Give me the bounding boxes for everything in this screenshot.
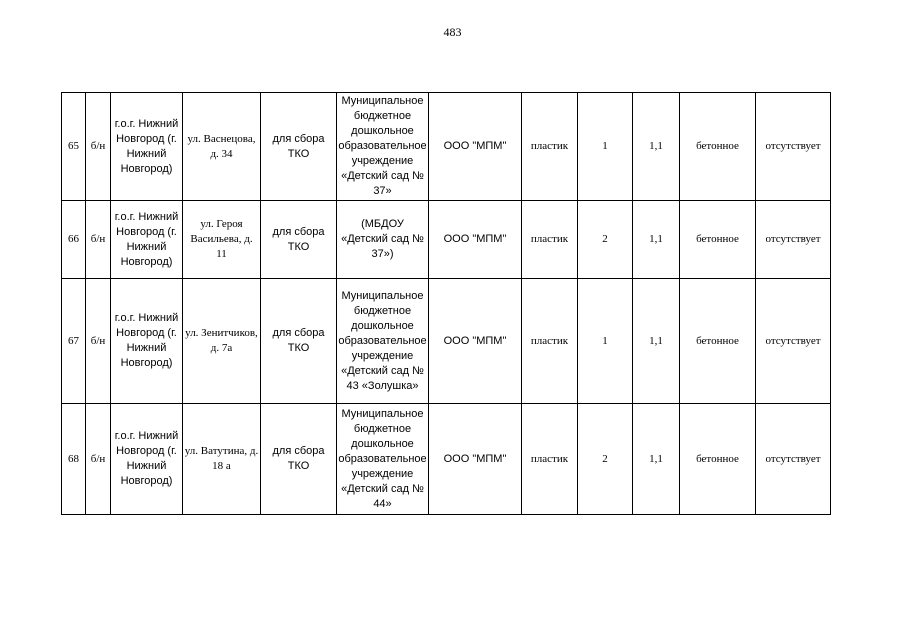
cell-count: 2: [578, 201, 633, 279]
cell-municipality: г.о.г. Нижний Новгород (г. Нижний Новгород): [111, 279, 183, 404]
cell-address: ул. Ватутина, д. 18 а: [183, 404, 261, 515]
cell-house: б/н: [86, 279, 111, 404]
cell-fence: отсутствует: [756, 93, 831, 201]
cell-count: 2: [578, 404, 633, 515]
cell-purpose: для сбора ТКО: [261, 93, 337, 201]
cell-address: ул. Зенитчиков, д. 7а: [183, 279, 261, 404]
cell-count: 1: [578, 93, 633, 201]
cell-municipality: г.о.г. Нижний Новгород (г. Нижний Новгород): [111, 404, 183, 515]
cell-material: пластик: [522, 279, 578, 404]
cell-count: 1: [578, 279, 633, 404]
cell-operator: ООО "МПМ": [429, 279, 522, 404]
cell-house: б/н: [86, 201, 111, 279]
cell-material: пластик: [522, 201, 578, 279]
cell-num: 68: [62, 404, 86, 515]
cell-fence: отсутствует: [756, 201, 831, 279]
cell-surface: бетонное: [680, 93, 756, 201]
cell-material: пластик: [522, 404, 578, 515]
cell-address: ул. Васнецова, д. 34: [183, 93, 261, 201]
table-row: [62, 279, 831, 404]
table-row: [62, 404, 831, 515]
cell-municipality: г.о.г. Нижний Новгород (г. Нижний Новгород): [111, 93, 183, 201]
cell-num: 66: [62, 201, 86, 279]
cell-house: б/н: [86, 93, 111, 201]
cell-municipality: г.о.г. Нижний Новгород (г. Нижний Новгород): [111, 201, 183, 279]
cell-fence: отсутствует: [756, 279, 831, 404]
cell-volume: 1,1: [633, 201, 680, 279]
cell-fence: отсутствует: [756, 404, 831, 515]
page-number: 483: [443, 25, 462, 39]
cell-owner: Муниципальное бюджетное дошкольное образовательное учреждение «Детский сад № 44»: [337, 404, 429, 515]
table-row: [62, 201, 831, 279]
table-row: [62, 93, 831, 201]
cell-owner: Муниципальное бюджетное дошкольное образовательное учреждение «Детский сад № 43 «Золушка»: [337, 279, 429, 404]
cell-num: 67: [62, 279, 86, 404]
cell-operator: ООО "МПМ": [429, 404, 522, 515]
waste-sites-table: [61, 92, 831, 515]
cell-operator: ООО "МПМ": [429, 93, 522, 201]
cell-owner: Муниципальное бюджетное дошкольное образовательное учреждение «Детский сад № 37»: [337, 93, 429, 201]
cell-address: ул. Героя Васильева, д. 11: [183, 201, 261, 279]
cell-surface: бетонное: [680, 279, 756, 404]
cell-surface: бетонное: [680, 404, 756, 515]
cell-owner: (МБДОУ «Детский сад № 37»): [337, 201, 429, 279]
cell-house: б/н: [86, 404, 111, 515]
cell-volume: 1,1: [633, 404, 680, 515]
cell-volume: 1,1: [633, 279, 680, 404]
cell-material: пластик: [522, 93, 578, 201]
cell-purpose: для сбора ТКО: [261, 279, 337, 404]
cell-surface: бетонное: [680, 201, 756, 279]
cell-purpose: для сбора ТКО: [261, 404, 337, 515]
cell-operator: ООО "МПМ": [429, 201, 522, 279]
cell-num: 65: [62, 93, 86, 201]
cell-purpose: для сбора ТКО: [261, 201, 337, 279]
cell-volume: 1,1: [633, 93, 680, 201]
